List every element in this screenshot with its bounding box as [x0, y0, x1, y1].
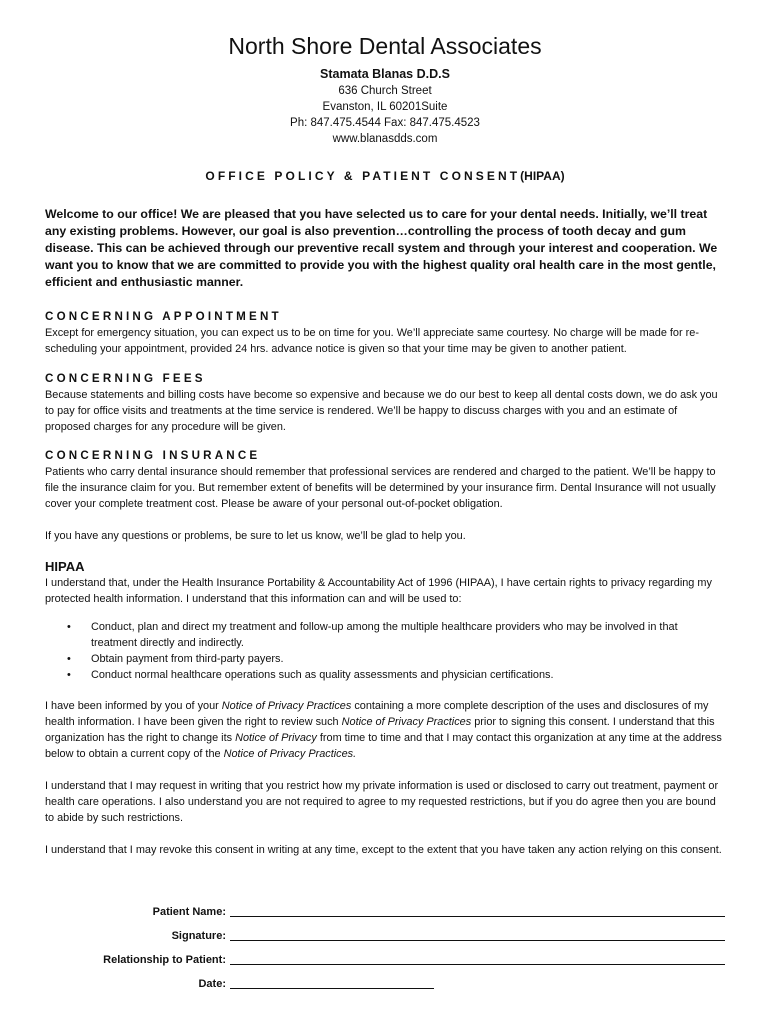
appointment-heading: CONCERNING APPOINTMENT [45, 310, 282, 323]
doctor-name: Stamata Blanas D.D.S [320, 67, 450, 81]
list-item [45, 667, 725, 683]
appointment-paragraph: Except for emergency situation, you can expect us to be on time for you. We’ll appreciate same courtesy. No charge will be made for re-scheduling your appointment, provided 24 hrs. advance notice is given so that your time may be given to another patient. [45, 327, 699, 355]
signature-label: Signature: [171, 930, 226, 942]
fees-paragraph: Because statements and billing costs have become so expensive and because we do our best to keep all dental costs down, we do ask you to pay for office visits and treatments at the time service is rendered. We’ll be happy to discuss charges with you and an estimate of proposed charges for any procedure will be given. [45, 389, 718, 433]
relationship-label: Relationship to Patient: [103, 954, 226, 966]
list-item [45, 619, 725, 651]
list-item-text: Conduct, plan and direct my treatment and follow-up among the multiple healthcare providers who may be involved in that treatment directly and indirectly. [91, 621, 678, 649]
relationship-row [0, 952, 770, 968]
list-item-text: Obtain payment from third-party payers. [91, 653, 284, 665]
bullet-icon: • [67, 621, 71, 633]
letterhead [45, 0, 725, 147]
insurance-paragraph: Patients who carry dental insurance should remember that professional services are rendered and charged to the patient. We’ll be happy to file the insurance claim for you. But remember extent of benefits will be determined by your insurance firm. Dental Insurance will not usually cover your complete treatment cost. Please be aware of your personal out-of-pocket obligation. [45, 466, 716, 510]
notice-title-italic: Notice of Privacy Practices [221, 700, 352, 712]
document-title-main: OFFICE POLICY & PATIENT CONSENT [205, 169, 521, 183]
notice-title-italic: Notice of Privacy Practices. [223, 748, 357, 760]
revocation-paragraph: I understand that I may revoke this consent in writing at any time, except to the extent that you have taken any action relying on this consent. [45, 844, 722, 856]
hipaa-heading: HIPAA [45, 559, 85, 574]
bullet-icon: • [67, 669, 71, 681]
patient-name-row [0, 904, 770, 920]
relationship-field[interactable] [230, 964, 725, 965]
fees-heading: CONCERNING FEES [45, 372, 206, 385]
list-item [45, 651, 725, 667]
signature-field[interactable] [230, 940, 725, 941]
insurance-heading: CONCERNING INSURANCE [45, 449, 261, 462]
bullet-icon: • [67, 653, 71, 665]
date-row [0, 976, 770, 992]
signature-row [0, 928, 770, 944]
restriction-paragraph: I understand that I may request in writing that you restrict how my private information is used or disclosed to carry out treatment, payment or health care operations. I also understand you are not required to agree to my requested restrictions, but if you do agree then you are bound to abide by such restrictions. [45, 780, 719, 824]
date-field[interactable] [230, 988, 434, 989]
notice-text: prior to signing this consent. I understand that this organization has the right to change its [45, 716, 715, 744]
website: www.blanasdds.com [332, 133, 438, 145]
patient-name-label: Patient Name: [152, 906, 226, 918]
phone-fax: Ph: 847.475.4544 Fax: 847.475.4523 [290, 117, 480, 129]
notice-title-italic: Notice of Privacy Practices [341, 716, 472, 728]
street-address: 636 Church Street [338, 85, 432, 97]
notice-text: I have been informed by you of your [45, 700, 222, 712]
document-title-abbr: (HIPAA) [520, 169, 565, 183]
privacy-notice-paragraph [45, 698, 725, 762]
patient-name-field[interactable] [230, 916, 725, 917]
notice-text: from time to time and that I may contact this organization at any time at the address below to obtain a current copy of the [45, 732, 722, 760]
questions-paragraph: If you have any questions or problems, be sure to let us know, we’ll be glad to help you. [45, 530, 466, 542]
list-item-text: Conduct normal healthcare operations such as quality assessments and physician certifications. [91, 669, 554, 681]
hipaa-intro-paragraph: I understand that, under the Health Insurance Portability & Accountability Act of 1996 (HIPAA), I have certain rights to privacy regarding my protected health information. I understand that this information can and will be used to: [45, 577, 712, 605]
welcome-paragraph: Welcome to our office! We are pleased that you have selected us to care for your dental needs. Initially, we’ll treat any existing problems. However, our goal is also prevention…controlling the process of tooth decay and gum disease. This can be achieved through our preventive recall system and through your interest and cooperation. We want you to know that we are committed to provide you with the highest quality oral health care in the most gentle, efficient and enthusiastic manner. [45, 207, 718, 289]
document-title [45, 168, 725, 184]
practice-name: North Shore Dental Associates [228, 33, 542, 59]
hipaa-uses-list [45, 619, 725, 683]
city-address: Evanston, IL 60201Suite [322, 101, 448, 113]
notice-text: containing a more complete description of the uses and disclosures of my health information. I have been given the right to review such [45, 700, 709, 728]
notice-title-italic: Notice of Privacy [235, 732, 317, 744]
date-label: Date: [198, 978, 226, 990]
